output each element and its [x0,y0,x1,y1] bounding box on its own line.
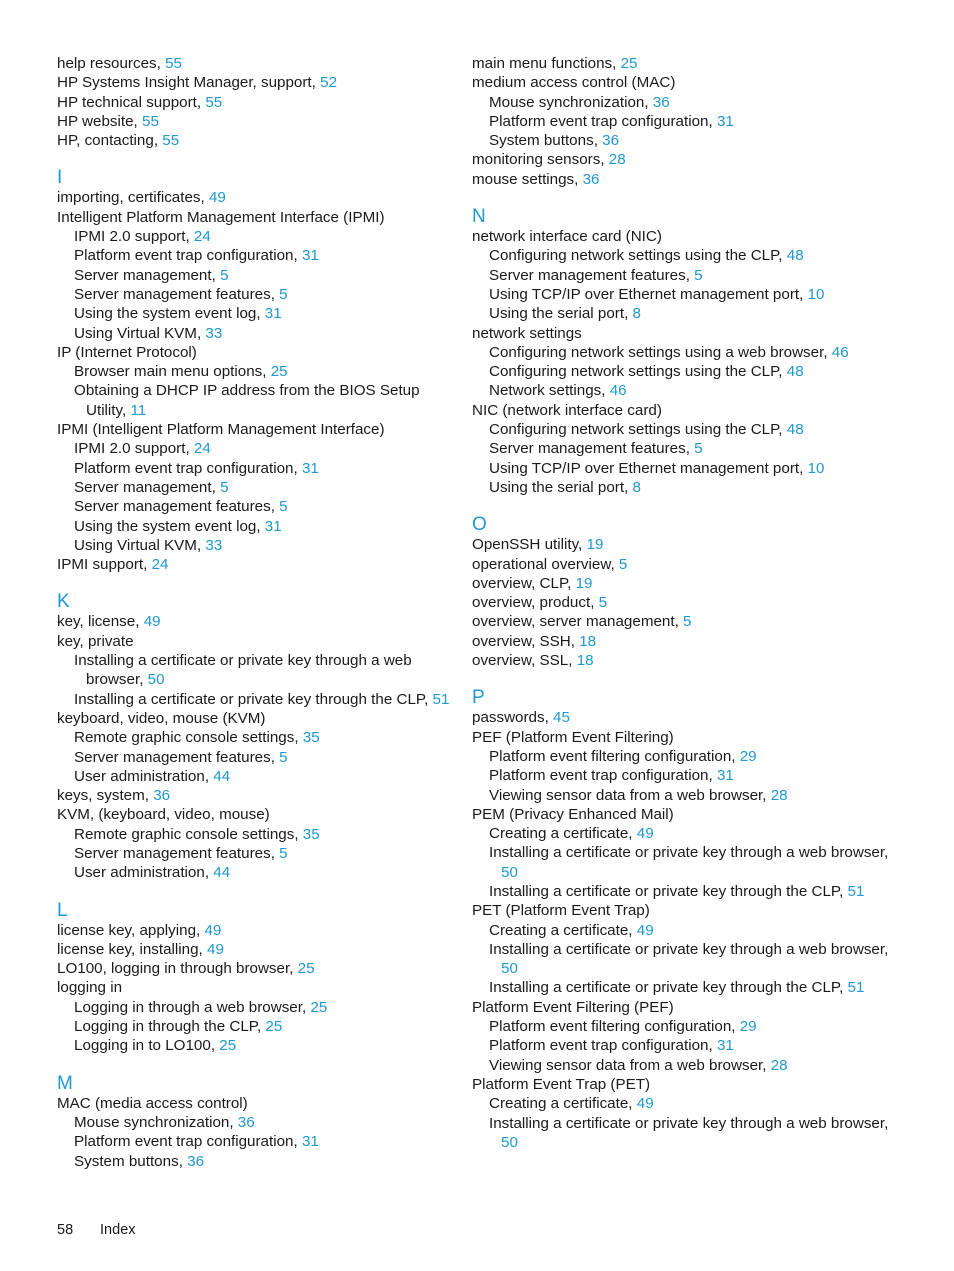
index-subentry-logging-in-through-a-web-browser: Logging in through a web browser, 25 [74,998,328,1016]
entry-term: Network settings [489,382,602,400]
index-subentry-system-buttons: System buttons, 36 [74,1152,205,1170]
index-subentry-server-management-features: Server management features, 5 [74,844,288,862]
index-subentry-platform-event-filtering-configuration: Platform event filtering configuration, 29 [489,747,757,765]
entry-term: keys, system [57,787,145,805]
page-link[interactable]: 48 [786,363,804,381]
page-number: 58 [57,1222,74,1238]
entry-term: IPMI 2.0 support [74,440,186,458]
page-link[interactable]: 31 [301,247,319,265]
page-link[interactable]: 49 [143,613,161,631]
entry-term: Using TCP/IP over Ethernet management port [489,285,800,303]
entry-term: System buttons [489,132,594,150]
index-subentry-platform-event-filtering-configuration: Platform event filtering configuration, 29 [489,1018,757,1036]
entry-term: Using Virtual KVM [74,324,197,342]
index-subentry-server-management: Server management, 5 [74,478,229,496]
page-link[interactable]: 8 [632,478,641,496]
entry-term: license key, applying [57,921,197,939]
entry-term: logging in [57,979,123,997]
index-entry-pef-platform-event-filtering [472,728,892,747]
page-link[interactable]: 18 [579,632,597,650]
index-subentry-viewing-sensor-data-from-a-web-browser: Viewing sensor data from a web browser, 28 [489,1056,788,1074]
entry-term: Logging in through the CLP [74,1018,257,1036]
index-subentry-mouse-synchronization: Mouse synchronization, 36 [489,93,670,111]
index-entry-mac-media-access-control [57,1094,452,1113]
page-link[interactable]: 46 [609,382,627,400]
index-subentry-using-tcp-ip-over-ethernet-management-po: Using TCP/IP over Ethernet management port, 10 [489,459,825,477]
page-link[interactable]: 5 [279,285,288,303]
page-link[interactable]: 5 [683,613,692,631]
entry-term: Server management features [74,498,271,516]
page-link[interactable]: 10 [807,285,825,303]
index-subentry-platform-event-trap-configuration: Platform event trap configuration, 31 [489,1037,734,1055]
entry-term: Mouse synchronization [74,1113,230,1131]
entry-term: Configuring network settings using the CLP [489,363,779,381]
page-link[interactable]: 28 [770,786,788,804]
entry-term: Creating a certificate [489,825,629,843]
index-subentry-server-management-features: Server management features, 5 [489,266,703,284]
index-entry-keyboard-video-mouse-kvm [57,709,452,728]
entry-term: help resources [57,55,157,72]
index-entry-lo100-logging-in-through-browser: LO100, logging in through browser, 25 [57,960,315,978]
entry-term: importing, certificates [57,189,201,207]
page-link[interactable]: 55 [142,112,159,130]
index-subentry-server-management-features: Server management features, 5 [74,748,288,766]
index-subentry-server-management: Server management, 5 [74,266,229,284]
page-link[interactable]: 45 [553,709,570,727]
entry-term: Platform event trap configuration [489,112,709,130]
page-link[interactable]: 36 [582,170,600,188]
index-subentry-platform-event-trap-configuration: Platform event trap configuration, 31 [489,767,734,785]
index-entry-key-private [57,632,452,651]
entry-term: Configuring network settings using a web browser [489,343,824,361]
entry-term: User administration [74,864,205,882]
page-link[interactable]: 10 [807,459,825,477]
index-entry-overview-clp: overview, CLP, 19 [472,574,593,592]
entry-term: Using the serial port [489,478,625,496]
page-link[interactable]: 28 [608,151,626,169]
index-subentry-obtaining-a-dhcp-ip-address-from-the-bio: Obtaining a DHCP IP address from the BIOS Setup Utility, 11 [74,382,420,419]
entry-term: Creating a certificate [489,921,629,939]
index-entry-license-key-applying: license key, applying, 49 [57,921,222,939]
page-link[interactable]: 33 [205,536,223,554]
entry-term: Installing a certificate or private key through the CLP, [74,690,429,708]
index-entry-overview-server-management: overview, server management, 5 [472,613,692,631]
page-link[interactable]: 50 [501,960,518,978]
entry-term: Browser main menu options [74,363,263,381]
page-link[interactable]: 25 [270,363,288,381]
index-subentry-platform-event-trap-configuration: Platform event trap configuration, 31 [74,1133,319,1151]
entry-term: Installing a certificate or private key through a web browser [489,940,885,958]
entry-term: Server management [74,478,212,496]
page-link[interactable]: 24 [193,228,211,246]
index-letter-k: K [57,591,70,613]
index-entry-ipmi-intelligent-platform-management-int [57,420,452,439]
entry-term: Installing a certificate or private key through a web browser [74,652,412,689]
index-entry-openssh-utility: OpenSSH utility, 19 [472,536,604,554]
page-link[interactable]: 31 [264,517,282,535]
footer-section: Index [100,1222,136,1238]
page-link[interactable]: 46 [831,343,849,361]
entry-term: mouse settings [472,170,575,188]
entry-term: Installing a certificate or private key through the CLP, [489,979,844,997]
index-subentry-server-management-features: Server management features, 5 [74,498,288,516]
page-link[interactable]: 31 [716,767,734,785]
page-link[interactable]: 19 [586,536,604,554]
index-entry-ip-internet-protocol [57,343,452,362]
entry-term: Platform event filtering configuration [489,747,732,765]
page-link[interactable]: 55 [165,55,182,72]
entry-term: Remote graphic console settings [74,729,295,747]
page-link[interactable]: 29 [739,1018,757,1036]
index-entry-keys-system: keys, system, 36 [57,787,171,805]
page-link[interactable]: 50 [501,1133,518,1151]
index-letter-n: N [472,206,486,228]
entry-term: Platform event trap configuration [74,247,294,265]
page-link[interactable]: 50 [147,671,165,689]
page-link[interactable]: 5 [279,498,288,516]
page-link[interactable]: 5 [694,440,703,458]
entry-term: network settings [472,324,582,342]
index-subentry-logging-in-through-the-clp: Logging in through the CLP, 25 [74,1018,283,1036]
index-subentry-using-virtual-kvm: Using Virtual KVM, 33 [74,536,223,554]
index-column-right [472,54,892,1152]
page-link[interactable]: 5 [694,266,703,284]
entry-term: IPMI (Intelligent Platform Management Interface) [57,421,385,439]
entry-term: Platform event filtering configuration [489,1018,732,1036]
entry-term: overview, SSH [472,632,571,650]
entry-term: Using the system event log [74,517,257,535]
page-link[interactable]: 52 [320,74,338,92]
page-link[interactable]: 31 [301,459,319,477]
page-link[interactable]: 5 [618,555,628,573]
index-subentry-using-tcp-ip-over-ethernet-management-po: Using TCP/IP over Ethernet management port, 10 [489,285,825,303]
page-link[interactable]: 36 [237,1113,255,1131]
page-link[interactable]: 36 [652,93,670,111]
page-link[interactable]: 5 [220,266,229,284]
entry-term: overview, SSL [472,652,569,670]
index-subentry-mouse-synchronization: Mouse synchronization, 36 [74,1113,255,1131]
entry-term: Platform event trap configuration [489,767,709,785]
page-link[interactable]: 36 [153,787,171,805]
index-subentry-system-buttons: System buttons, 36 [489,132,620,150]
entry-term: HP technical support [57,93,197,111]
page-link[interactable]: 48 [786,421,804,439]
entry-term: Logging in through a web browser [74,998,302,1016]
entry-term: Platform event trap configuration [74,1133,294,1151]
index-subentry-creating-a-certificate: Creating a certificate, 49 [489,1095,654,1113]
entry-term: Using Virtual KVM [74,536,197,554]
page-link[interactable]: 44 [213,767,231,785]
index-subentry-installing-a-certificate-or-private-key- [472,882,892,901]
page-link[interactable]: 35 [302,825,320,843]
index-entry-kvm-keyboard-video-mouse [57,805,452,824]
entry-term: MAC (media access control) [57,1094,248,1112]
entry-term: Configuring network settings using the CLP [489,247,779,265]
index-subentry-installing-a-certificate-or-private-key- [472,978,892,997]
entry-term: overview, server management [472,613,675,631]
entry-term: Server management features [74,844,271,862]
entry-term: Mouse synchronization [489,93,645,111]
entry-term: HP, contacting [57,132,154,150]
entry-term: Server management features [74,285,271,303]
entry-term: Server management features [74,748,271,766]
page-link[interactable]: 8 [632,305,641,323]
index-subentry-remote-graphic-console-settings: Remote graphic console settings, 35 [74,729,320,747]
index-letter-m: M [57,1072,73,1094]
index-subentry-platform-event-trap-configuration: Platform event trap configuration, 31 [74,459,319,477]
index-entry-importing-certificates: importing, certificates, 49 [57,189,226,207]
page-link[interactable]: 49 [636,825,654,843]
index-subentry-platform-event-trap-configuration: Platform event trap configuration, 31 [489,112,734,130]
index-entry-intelligent-platform-management-interfac [57,208,452,227]
entry-term: network interface card (NIC) [472,228,662,246]
index-subentry-configuring-network-settings-using-the-c: Configuring network settings using the CLP, 48 [489,247,804,265]
entry-term: passwords [472,709,545,727]
index-subentry-installing-a-certificate-or-private-key-: Installing a certificate or private key through a web browser, 50 [489,940,889,978]
index-entry-key-license: key, license, 49 [57,613,161,631]
entry-term: Platform Event Filtering (PEF) [472,998,674,1016]
page-link[interactable]: 18 [576,652,594,670]
entry-term: Remote graphic console settings [74,825,295,843]
entry-term: Platform event trap configuration [489,1037,709,1055]
entry-term: license key, installing [57,940,199,958]
index-entry-monitoring-sensors: monitoring sensors, 28 [472,151,626,169]
entry-term: monitoring sensors [472,151,601,169]
index-entry-nic-network-interface-card [472,401,892,420]
entry-term: Configuring network settings using the CLP [489,421,779,439]
index-subentry-browser-main-menu-options: Browser main menu options, 25 [74,363,288,381]
index-letter-p: P [472,687,485,709]
index-entry-logging-in [57,978,452,997]
index-entry-medium-access-control-mac [472,73,892,92]
entry-term: Logging in to LO100 [74,1037,211,1055]
page-link[interactable]: 49 [208,189,226,207]
entry-term: System buttons [74,1152,179,1170]
index-subentry-using-virtual-kvm: Using Virtual KVM, 33 [74,324,223,342]
entry-term: Using TCP/IP over Ethernet management port [489,459,800,477]
page-link[interactable]: 25 [219,1037,237,1055]
index-entry-main-menu-functions: main menu functions, 25 [472,55,638,72]
entry-term: IPMI support [57,556,144,574]
entry-term: PEM (Privacy Enhanced Mail) [472,805,674,823]
index-entry-overview-ssh: overview, SSH, 18 [472,632,597,650]
entry-term: medium access control (MAC) [472,74,676,92]
entry-term: key, private [57,632,134,650]
entry-term: Obtaining a DHCP IP address from the BIOS Setup Utility [74,382,420,419]
entry-term: Platform event trap configuration [74,459,294,477]
page-link[interactable]: 5 [598,594,608,612]
entry-term: overview, CLP [472,574,568,592]
page-link[interactable]: 31 [264,305,282,323]
page-link[interactable]: 35 [302,729,320,747]
index-entry-overview-ssl: overview, SSL, 18 [472,652,594,670]
page-link[interactable]: 36 [602,132,620,150]
entry-term: keyboard, video, mouse (KVM) [57,709,266,727]
page-link[interactable]: 49 [636,921,654,939]
index-subentry-logging-in-to-lo100: Logging in to LO100, 25 [74,1037,237,1055]
index-subentry-using-the-system-event-log: Using the system event log, 31 [74,305,282,323]
page-link[interactable]: 25 [297,960,315,978]
page-link[interactable]: 29 [739,747,757,765]
entry-term: Using the serial port [489,305,625,323]
index-entry-network-settings [472,324,892,343]
page-link[interactable]: 33 [205,324,223,342]
page-link[interactable]: 51 [432,690,450,708]
index-subentry-configuring-network-settings-using-the-c: Configuring network settings using the CLP, 48 [489,363,804,381]
index-subentry-using-the-serial-port: Using the serial port, 8 [489,305,641,323]
index-entry-pet-platform-event-trap [472,901,892,920]
page-link[interactable]: 55 [205,93,223,111]
index-entry-operational-overview: operational overview, 5 [472,555,628,573]
page-link[interactable]: 44 [213,864,231,882]
entry-term: Platform Event Trap (PET) [472,1075,651,1093]
index-subentry-viewing-sensor-data-from-a-web-browser: Viewing sensor data from a web browser, 28 [489,786,788,804]
entry-term: PEF (Platform Event Filtering) [472,728,674,746]
entry-term: OpenSSH utility [472,536,579,554]
page-link[interactable]: 50 [501,863,518,881]
page-link[interactable]: 51 [847,882,865,900]
index-entry-help-resources: help resources, 55 [57,55,182,72]
index-subentry-creating-a-certificate: Creating a certificate, 49 [489,921,654,939]
entry-term: NIC (network interface card) [472,401,662,419]
page-link[interactable]: 36 [187,1152,205,1170]
page-link[interactable]: 11 [130,401,147,419]
index-subentry-configuring-network-settings-using-a-web: Configuring network settings using a web browser, 46 [489,343,849,361]
page-link[interactable]: 28 [770,1056,788,1074]
page-link[interactable]: 49 [207,940,224,958]
entry-term: Server management features [489,266,686,284]
index-subentry-using-the-system-event-log: Using the system event log, 31 [74,517,282,535]
page-link[interactable]: 24 [193,440,211,458]
index-subentry-installing-a-certificate-or-private-key-: Installing a certificate or private key through a web browser, 50 [489,1114,889,1151]
entry-term: Using the system event log [74,305,257,323]
index-subentry-configuring-network-settings-using-the-c: Configuring network settings using the CLP, 48 [489,421,804,439]
entry-term: Server management [74,266,212,284]
entry-term: Creating a certificate [489,1095,629,1113]
index-entry-hp-systems-insight-manager-support: HP Systems Insight Manager, support, 52 [57,74,338,92]
entry-term: Intelligent Platform Management Interface (IPMI) [57,208,385,226]
index-subentry-installing-a-certificate-or-private-key-: Installing a certificate or private key through a web browser, 50 [489,844,889,881]
page-link[interactable]: 25 [265,1018,283,1036]
entry-term: overview, product [472,594,591,612]
index-subentry-installing-a-certificate-or-private-key- [57,690,452,709]
entry-term: KVM, (keyboard, video, mouse) [57,806,270,824]
index-entry-pem-privacy-enhanced-mail [472,805,892,824]
index-entry-overview-product: overview, product, 5 [472,594,608,612]
entry-term: PET (Platform Event Trap) [472,902,650,920]
page-link[interactable]: 25 [310,998,328,1016]
entry-term: HP website [57,112,134,130]
page-footer [57,1222,136,1238]
index-entry-hp-website: HP website, 55 [57,112,159,130]
index-letter-o: O [472,514,487,536]
index-subentry-user-administration: User administration, 44 [74,767,231,785]
index-entry-hp-contacting: HP, contacting, 55 [57,132,180,150]
page-link[interactable]: 31 [716,1037,734,1055]
page-link[interactable]: 24 [151,556,169,574]
page-link[interactable]: 31 [301,1133,319,1151]
index-subentry-ipmi-2-0-support: IPMI 2.0 support, 24 [74,228,211,246]
index-subentry-server-management-features: Server management features, 5 [74,285,288,303]
entry-term: main menu functions [472,55,613,72]
entry-term: Viewing sensor data from a web browser [489,1056,763,1074]
page-link[interactable]: 48 [786,247,804,265]
index-entry-mouse-settings: mouse settings, 36 [472,170,600,188]
entry-term: IP (Internet Protocol) [57,343,197,361]
index-letter-l: L [57,899,68,921]
entry-term: LO100, logging in through browser [57,960,290,978]
entry-term: operational overview [472,555,611,573]
page-link[interactable]: 51 [847,979,865,997]
index-subentry-ipmi-2-0-support: IPMI 2.0 support, 24 [74,440,211,458]
page-link[interactable]: 55 [162,132,180,150]
index-subentry-user-administration: User administration, 44 [74,864,231,882]
page-link[interactable]: 19 [575,574,593,592]
index-entry-platform-event-filtering-pef [472,998,892,1017]
index-subentry-creating-a-certificate: Creating a certificate, 49 [489,825,654,843]
entry-term: Installing a certificate or private key through the CLP, [489,882,844,900]
index-column-left [57,54,452,1171]
entry-term: Server management features [489,440,686,458]
index-subentry-installing-a-certificate-or-private-key-: Installing a certificate or private key through a web browser, 50 [74,652,412,689]
entry-term: HP Systems Insight Manager, support [57,74,312,92]
index-subentry-server-management-features: Server management features, 5 [489,440,703,458]
index-subentry-remote-graphic-console-settings: Remote graphic console settings, 35 [74,825,320,843]
entry-term: Viewing sensor data from a web browser [489,786,763,804]
index-subentry-platform-event-trap-configuration: Platform event trap configuration, 31 [74,247,319,265]
entry-term: User administration [74,767,205,785]
page-link[interactable]: 5 [220,478,229,496]
index-subentry-network-settings: Network settings, 46 [489,382,627,400]
index-entry-passwords: passwords, 45 [472,709,570,727]
page-link[interactable]: 5 [279,748,288,766]
page-link[interactable]: 25 [620,55,638,72]
index-entry-network-interface-card-nic [472,227,892,246]
page-link[interactable]: 49 [204,921,222,939]
entry-term: Installing a certificate or private key through a web browser [489,844,885,862]
index-entry-platform-event-trap-pet [472,1075,892,1094]
index-entry-ipmi-support: IPMI support, 24 [57,556,169,574]
page-link[interactable]: 49 [636,1095,654,1113]
index-subentry-using-the-serial-port: Using the serial port, 8 [489,478,641,496]
index-letter-i: I [57,167,63,189]
entry-term: IPMI 2.0 support [74,228,186,246]
page-link[interactable]: 31 [716,112,734,130]
index-entry-hp-technical-support: HP technical support, 55 [57,93,223,111]
entry-term: Installing a certificate or private key through a web browser [489,1114,885,1132]
page-link[interactable]: 5 [279,844,288,862]
entry-term: key, license [57,613,136,631]
index-entry-license-key-installing: license key, installing, 49 [57,940,224,958]
